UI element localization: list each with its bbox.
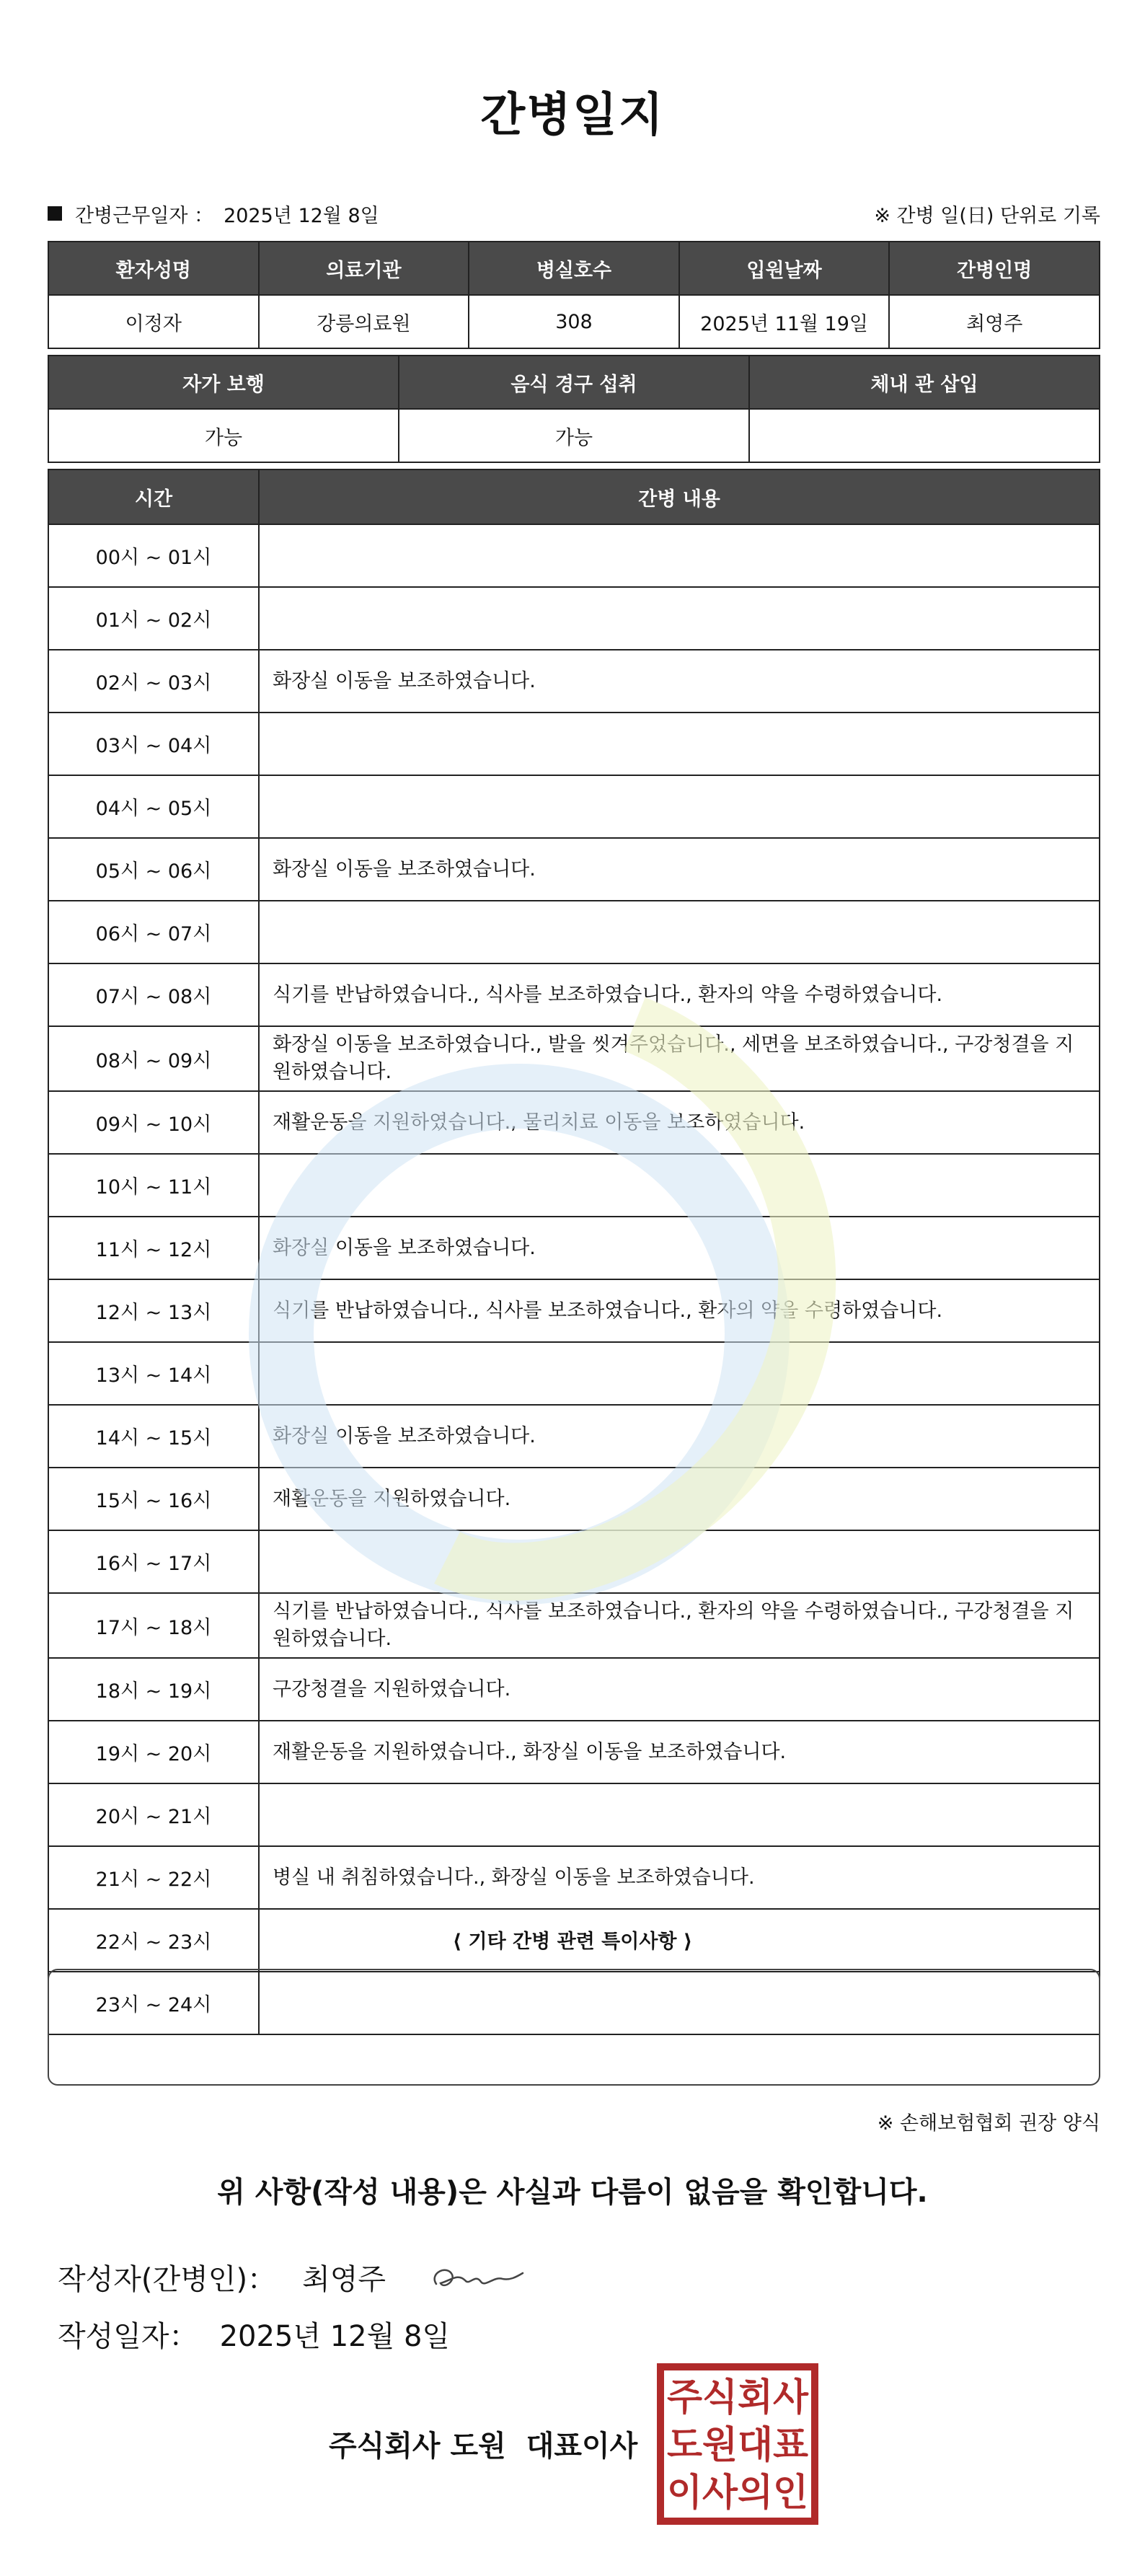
log-content: 화장실 이동을 보조하였습니다. [259,1217,1100,1279]
log-time: 02시 ~ 03시 [48,650,259,713]
log-time: 13시 ~ 14시 [48,1342,259,1405]
header-time: 시간 [48,469,259,524]
log-row [48,587,1100,650]
log-content: 화장실 이동을 보조하였습니다. [259,838,1100,901]
written-date-row [58,2313,450,2355]
log-time: 00시 ~ 01시 [48,524,259,587]
log-content [259,901,1100,963]
log-content: 화장실 이동을 보조하였습니다. [259,650,1100,713]
log-time: 12시 ~ 13시 [48,1279,259,1342]
log-row [48,713,1100,775]
log-row [48,1530,1100,1593]
written-date-value: 2025년 12월 8일 [219,2320,451,2353]
header-tube-insertion: 체내 관 삽입 [749,356,1100,409]
header-patient-name: 환자성명 [48,242,259,295]
log-row [48,1658,1100,1721]
log-body [48,524,1100,2034]
tube-insertion-value [749,409,1100,462]
log-time: 20시 ~ 21시 [48,1783,259,1846]
log-row [48,838,1100,901]
company-name: 주식회사 도원 [329,2430,506,2463]
log-content: 구강청결을 지원하였습니다. [259,1658,1100,1721]
log-time: 23시 ~ 24시 [48,1972,259,2034]
info-header-row [48,242,1100,295]
log-content [259,1342,1100,1405]
work-date-label: 간병근무일자 ： [75,204,214,227]
header-self-walking: 자가 보행 [48,356,399,409]
log-time: 14시 ~ 15시 [48,1405,259,1468]
seal-text-line: 도원대표 [667,2423,808,2467]
log-row [48,901,1100,963]
hospital-name: 강릉의료원 [259,295,469,348]
company-seal-icon [656,2363,819,2526]
square-bullet-icon [48,206,62,221]
log-content [259,1154,1100,1217]
log-time: 17시 ~ 18시 [48,1593,259,1658]
log-time: 05시 ~ 06시 [48,838,259,901]
admission-date: 2025년 11월 19일 [679,295,890,348]
work-date-value: 2025년 12월 8일 [224,204,379,227]
header-care-content: 간병 내용 [259,469,1100,524]
log-row [48,1783,1100,1846]
status-header-row [48,356,1100,409]
log-time: 15시 ~ 16시 [48,1468,259,1530]
log-row [48,1279,1100,1342]
log-row [48,1846,1100,1909]
log-time: 19시 ~ 20시 [48,1721,259,1783]
log-content: 식기를 반납하였습니다., 식사를 보조하였습니다., 환자의 약을 수령하였습니다. [259,963,1100,1026]
header-hospital: 의료기관 [259,242,469,295]
log-content: 병실 내 취침하였습니다., 화장실 이동을 보조하였습니다. [259,1846,1100,1909]
oral-intake-value: 가능 [399,409,749,462]
written-date-label: 작성일자： [58,2320,198,2353]
log-time: 04시 ~ 05시 [48,775,259,838]
log-content: 화장실 이동을 보조하였습니다., 발을 씻겨주었습니다., 세면을 보조하였습니다., 구강청결을 지원하였습니다. [259,1026,1100,1091]
log-content: 식기를 반납하였습니다., 식사를 보조하였습니다., 환자의 약을 수령하였습니다. [259,1279,1100,1342]
recommend-note: ※ 손해보험협회 권장 양식 [877,2112,1100,2135]
header-admission-date: 입원날짜 [679,242,890,295]
log-content [259,1530,1100,1593]
log-content: 재활운동을 지원하였습니다. [259,1468,1100,1530]
log-row [48,1342,1100,1405]
log-time: 06시 ~ 07시 [48,901,259,963]
work-date [48,200,379,228]
meta-row [48,198,1100,229]
confirmation-text: 위 사항(작성 내용)은 사실과 다름이 없음을 확인합니다. [217,2176,928,2209]
log-header-row [48,469,1100,524]
log-row [48,1091,1100,1154]
log-row [48,1721,1100,1783]
log-time: 07시 ~ 08시 [48,963,259,1026]
company-role: 대표이사 [526,2430,638,2463]
log-time: 10시 ~ 11시 [48,1154,259,1217]
log-row [48,1405,1100,1468]
log-row [48,524,1100,587]
log-time: 08시 ~ 09시 [48,1026,259,1091]
caregiver-name: 최영주 [889,295,1100,348]
patient-status-table [48,355,1100,463]
log-content: 재활운동을 지원하였습니다., 물리치료 이동을 보조하였습니다. [259,1091,1100,1154]
company-signature [329,2423,637,2464]
log-content [259,587,1100,650]
log-content [259,775,1100,838]
log-content [259,1783,1100,1846]
log-time: 01시 ~ 02시 [48,587,259,650]
remarks-box [48,1969,1100,2086]
header-oral-intake: 음식 경구 섭취 [399,356,749,409]
page-title: 간병일지 [480,89,665,142]
log-content [259,713,1100,775]
log-row [48,775,1100,838]
log-time: 22시 ~ 23시 [48,1909,259,1972]
status-value-row [48,409,1100,462]
log-row [48,1154,1100,1217]
patient-name: 이정자 [48,295,259,348]
writer-label: 작성자(간병인)： [58,2262,277,2296]
seal-text-line: 이사의인 [667,2471,808,2515]
log-time: 03시 ~ 04시 [48,713,259,775]
header-caregiver: 간병인명 [889,242,1100,295]
patient-info-table [48,241,1100,349]
log-row [48,963,1100,1026]
writer-row [58,2251,530,2302]
writer-name: 최영주 [302,2262,386,2296]
log-row [48,1217,1100,1279]
log-content: 식기를 반납하였습니다., 식사를 보조하였습니다., 환자의 약을 수령하였습니다., 구강청결을 지원하였습니다. [259,1593,1100,1658]
info-value-row [48,295,1100,348]
signature-icon [422,2251,530,2302]
log-row [48,1026,1100,1091]
log-time: 21시 ~ 22시 [48,1846,259,1909]
unit-note: ※ 간병 일(日) 단위로 기록 [874,204,1100,227]
care-log-table [48,469,1100,2035]
log-row [48,650,1100,713]
remarks-title: ⟨ 기타 간병 관련 특이사항 ⟩ [452,1931,693,1953]
seal-text-line: 주식회사 [667,2376,809,2420]
log-time: 16시 ~ 17시 [48,1530,259,1593]
header-room: 병실호수 [469,242,679,295]
self-walking-value: 가능 [48,409,399,462]
log-content: 화장실 이동을 보조하였습니다. [259,1405,1100,1468]
log-content [259,524,1100,587]
room-number: 308 [469,295,679,348]
log-time: 18시 ~ 19시 [48,1658,259,1721]
log-row [48,1593,1100,1658]
log-row [48,1468,1100,1530]
log-time: 11시 ~ 12시 [48,1217,259,1279]
log-time: 09시 ~ 10시 [48,1091,259,1154]
log-content: 재활운동을 지원하였습니다., 화장실 이동을 보조하였습니다. [259,1721,1100,1783]
